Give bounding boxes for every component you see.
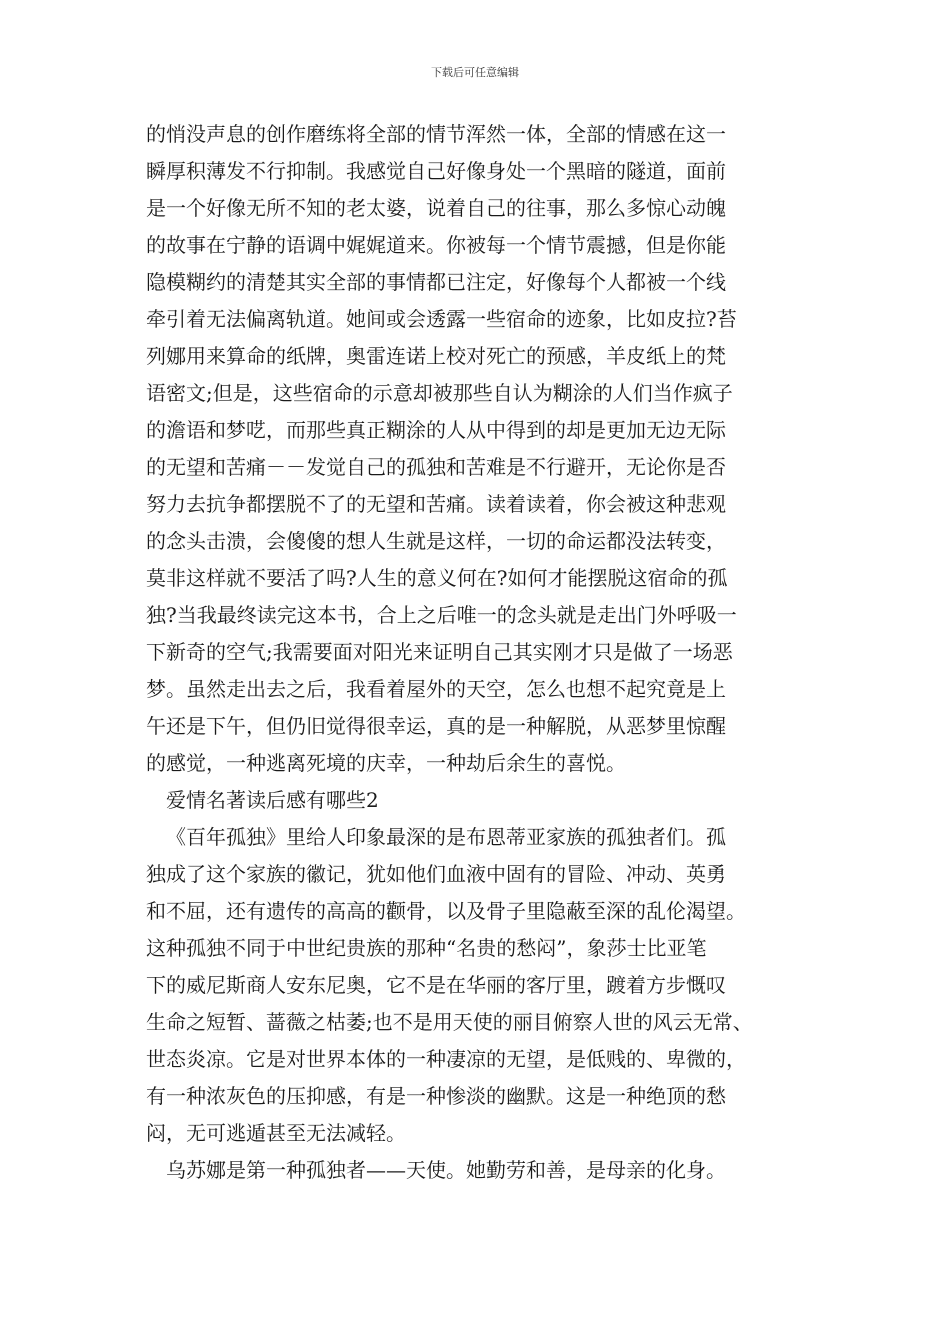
paragraph-3: 乌苏娜是第一种孤独者——天使。她勤劳和善，是母亲的化身。 bbox=[166, 1158, 726, 1182]
text-line: 努力去抗争都摆脱不了的无望和苦痛。读着读着，你会被这种悲观 bbox=[146, 492, 726, 516]
text-line: 瞬厚积薄发不行抑制。我感觉自己好像身处一个黑暗的隧道，面前 bbox=[146, 159, 726, 183]
text-line: 午还是下午，但仍旧觉得很幸运，真的是一种解脱，从恶梦里惊醒 bbox=[146, 714, 726, 738]
text-line: 独成了这个家族的徽记，犹如他们血液中固有的冒险、冲动、英勇 bbox=[146, 862, 726, 886]
text-line: 的澹语和梦呓，而那些真正糊涂的人从中得到的却是更加无边无际 bbox=[146, 418, 726, 442]
text-line: 这种孤独不同于中世纪贵族的那种“名贵的愁闷”，象莎士比亚笔 bbox=[146, 936, 707, 960]
text-line: 莫非这样就不要活了吗?人生的意义何在?如何才能摆脱这宿命的孤 bbox=[146, 566, 728, 590]
text-line: 的故事在宁静的语调中娓娓道来。你被每一个情节震撼，但是你能 bbox=[146, 233, 726, 257]
text-line: 下新奇的空气;我需要面对阳光来证明自己其实刚才只是做了一场恶 bbox=[146, 640, 733, 664]
text-line: 的无望和苦痛－－发觉自己的孤独和苦难是不行避开，无论你是否 bbox=[146, 455, 726, 479]
text-line: 《百年孤独》里给人印象最深的是布恩蒂亚家族的孤独者们。孤 bbox=[166, 825, 726, 849]
text-line: 的悄没声息的创作磨练将全部的情节浑然一体，全部的情感在这一 bbox=[146, 122, 726, 146]
paragraph-1 bbox=[146, 116, 816, 782]
section-heading: 爱情名著读后感有哪些2 bbox=[166, 788, 379, 812]
text-line: 牵引着无法偏离轨道。她间或会透露一些宿命的迹象，比如皮拉?苔 bbox=[146, 307, 737, 331]
text-line: 闷，无可逃遁甚至无法减轻。 bbox=[146, 1121, 406, 1145]
text-line: 生命之短暂、蔷薇之枯萎;也不是用天使的丽目俯察人世的风云无常、 bbox=[146, 1010, 753, 1034]
page-header: 下载后可任意编辑 bbox=[431, 66, 519, 79]
text-line: 的感觉，一种逃离死境的庆幸，一种劫后余生的喜悦。 bbox=[146, 751, 626, 775]
text-line: 世态炎凉。它是对世界本体的一种凄凉的无望，是低贱的、卑微的， bbox=[146, 1047, 746, 1071]
paragraph-2 bbox=[146, 819, 816, 1152]
text-line: 下的威尼斯商人安东尼奥，它不是在华丽的客厅里，踱着方步慨叹 bbox=[146, 973, 726, 997]
text-line: 独?当我最终读完这本书，合上之后唯一的念头就是走出门外呼吸一 bbox=[146, 603, 737, 627]
text-line: 是一个好像无所不知的老太婆，说着自己的往事，那么多惊心动魄 bbox=[146, 196, 726, 220]
document-body bbox=[146, 116, 816, 1189]
text-line: 梦。虽然走出去之后，我看着屋外的天空，怎么也想不起究竟是上 bbox=[146, 677, 726, 701]
text-line: 隐模糊约的清楚其实全部的事情都已注定，好像每个人都被一个线 bbox=[146, 270, 726, 294]
text-line: 列娜用来算命的纸牌，奥雷连诺上校对死亡的预感，羊皮纸上的梵 bbox=[146, 344, 726, 368]
text-line: 语密文;但是，这些宿命的示意却被那些自认为糊涂的人们当作疯子 bbox=[146, 381, 733, 405]
text-line: 有一种浓灰色的压抑感，有是一种惨淡的幽默。这是一种绝顶的愁 bbox=[146, 1084, 726, 1108]
text-line: 的念头击溃，会傻傻的想人生就是这样，一切的命运都没法转变， bbox=[146, 529, 726, 553]
text-line: 和不屈，还有遗传的高高的颧骨，以及骨子里隐蔽至深的乱伦渴望。 bbox=[146, 899, 746, 923]
